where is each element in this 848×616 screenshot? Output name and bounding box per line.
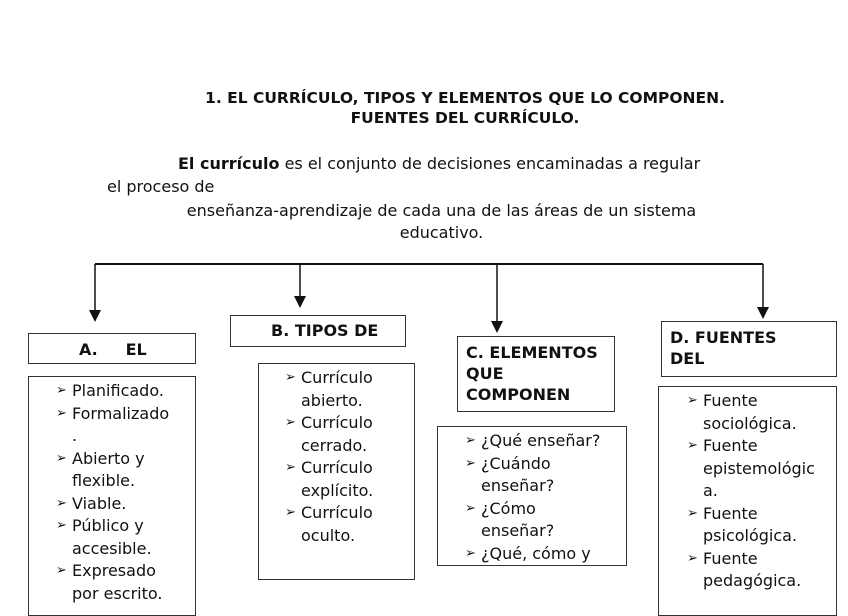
list-item: ➢ Fuente bbox=[687, 548, 836, 571]
title-line-1: 1. EL CURRÍCULO, TIPOS Y ELEMENTOS QUE LO COMPONEN. bbox=[205, 89, 725, 107]
box-c-header-line: QUE bbox=[466, 364, 504, 383]
list-item: ➢ Fuente bbox=[687, 390, 836, 413]
box-a-header bbox=[28, 333, 196, 364]
box-b-header bbox=[230, 315, 406, 347]
list-item: ➢ Viable. bbox=[56, 493, 195, 516]
box-d-header-text bbox=[662, 322, 836, 369]
list-item-cont: sociológica. bbox=[703, 413, 797, 433]
box-c-header-line: COMPONEN bbox=[466, 385, 571, 404]
list-item: ➢ ¿Cómo bbox=[465, 498, 626, 521]
list-item: ➢ Currículo bbox=[285, 412, 414, 435]
box-a-items bbox=[29, 377, 195, 605]
box-c-header-line: C. ELEMENTOS bbox=[466, 343, 598, 362]
title-line-2: FUENTES DEL CURRÍCULO. bbox=[350, 109, 580, 127]
list-item: ➢ Público y bbox=[56, 515, 195, 538]
list-item: ➢ ¿Qué, cómo y bbox=[465, 543, 626, 566]
list-item-cont: enseñar? bbox=[481, 476, 555, 495]
intro-rest: es el conjunto de decisiones encaminadas a regular bbox=[279, 154, 701, 173]
list-item-cont: flexible. bbox=[72, 471, 136, 490]
list-item-cont: oculto. bbox=[301, 525, 356, 545]
intro-line-4: educativo. bbox=[399, 223, 484, 242]
list-item-cont: a. bbox=[703, 481, 718, 500]
list-item-cont: explícito. bbox=[301, 480, 374, 500]
list-item-cont: accesible. bbox=[72, 538, 152, 558]
box-b-list bbox=[258, 363, 415, 580]
box-c-header-text bbox=[458, 337, 614, 405]
list-item: ➢ ¿Cuándo bbox=[465, 453, 626, 476]
list-item: ➢ Formalizado bbox=[56, 403, 195, 426]
box-d-items bbox=[659, 387, 836, 593]
list-item-cont: epistemológic bbox=[703, 458, 815, 478]
box-d-header-line: DEL bbox=[670, 349, 705, 368]
page-title bbox=[120, 88, 810, 128]
list-item-cont: por escrito. bbox=[72, 583, 163, 603]
list-item-cont: enseñar? bbox=[481, 521, 555, 540]
box-d-list bbox=[658, 386, 837, 616]
list-item-cont: pedagógica. bbox=[703, 571, 802, 590]
box-c-items bbox=[438, 427, 626, 565]
list-item-cont: cerrado. bbox=[301, 435, 368, 455]
intro-bold: El currículo bbox=[178, 154, 280, 173]
list-item: ➢ Planificado. bbox=[56, 380, 195, 403]
list-item: ➢ Currículo bbox=[285, 367, 414, 390]
intro-line-2: el proceso de bbox=[107, 177, 215, 196]
intro-line-1 bbox=[178, 153, 700, 174]
list-item: ➢ Currículo bbox=[285, 502, 414, 525]
list-item-cont: . bbox=[72, 426, 78, 445]
list-item-cont: abierto. bbox=[301, 390, 363, 410]
list-item: ➢ Fuente bbox=[687, 435, 836, 458]
list-item: ➢ Expresado bbox=[56, 560, 195, 583]
list-item: ➢ Fuente bbox=[687, 503, 836, 526]
list-item: ➢ Currículo bbox=[285, 457, 414, 480]
box-d-header-line: D. FUENTES bbox=[670, 328, 777, 347]
box-a-header-text: A. EL bbox=[79, 340, 147, 359]
box-b-items bbox=[259, 364, 414, 547]
box-d-header bbox=[661, 321, 837, 377]
box-a-list bbox=[28, 376, 196, 616]
list-item: ➢ Abierto y bbox=[56, 448, 195, 471]
list-item-cont: psicológica. bbox=[703, 526, 798, 545]
intro-line-3: enseñanza-aprendizaje de cada una de las áreas de un sistema bbox=[186, 201, 697, 220]
list-item: ➢ ¿Qué enseñar? bbox=[465, 430, 626, 453]
box-c-header bbox=[457, 336, 615, 412]
box-c-list bbox=[437, 426, 627, 566]
box-b-header-text: B. TIPOS DE bbox=[271, 321, 379, 340]
